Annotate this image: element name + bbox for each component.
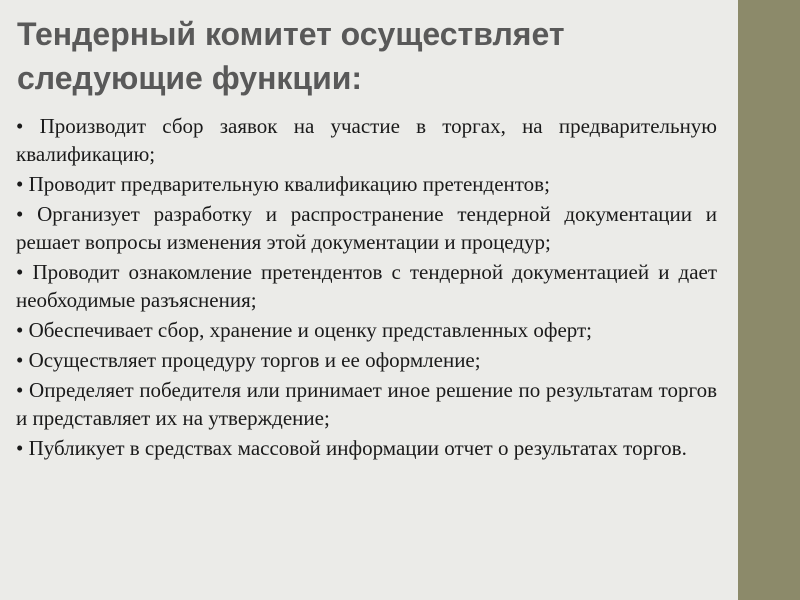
list-item-text: Определяет победителя или принимает иное решение по результатам торгов и представляет их на утверждение; [16,378,718,430]
list-item-text: Обеспечивает сбор, хранение и оценку представленных оферт; [28,318,592,342]
slide-title: Тендерный комитет осуществляет следующие функции: [17,16,565,96]
bullet-icon: • [16,348,24,372]
list-item [16,200,717,256]
list-item [16,170,717,198]
decorative-side-band [738,0,800,600]
bullet-icon: • [16,172,24,196]
list-item [16,112,717,168]
list-item-text: Осуществляет процедуру торгов и ее оформление; [28,348,481,372]
bullet-icon: • [16,378,24,402]
bullet-icon: • [16,114,24,138]
list-item [16,346,717,374]
bullet-icon: • [16,436,24,460]
function-list [16,112,717,464]
bullet-icon: • [16,318,24,342]
list-item-text: Производит сбор заявок на участие в торгах, на предварительную квалификацию; [16,114,717,166]
list-item [16,258,717,314]
list-item-text: Публикует в средствах массовой информации отчет о результатах торгов. [28,436,687,460]
bullet-icon: • [16,202,24,226]
list-item [16,434,717,462]
bullet-icon: • [16,260,24,284]
list-item [16,316,717,344]
list-item-text: Проводит предварительную квалификацию претендентов; [28,172,550,196]
list-item [16,376,717,432]
list-item-text: Проводит ознакомление претендентов с тендерной документацией и дает необходимые разъяснения; [16,260,718,312]
list-item-text: Организует разработку и распространение тендерной документации и решает вопросы изменения этой документации и процедур; [16,202,717,254]
